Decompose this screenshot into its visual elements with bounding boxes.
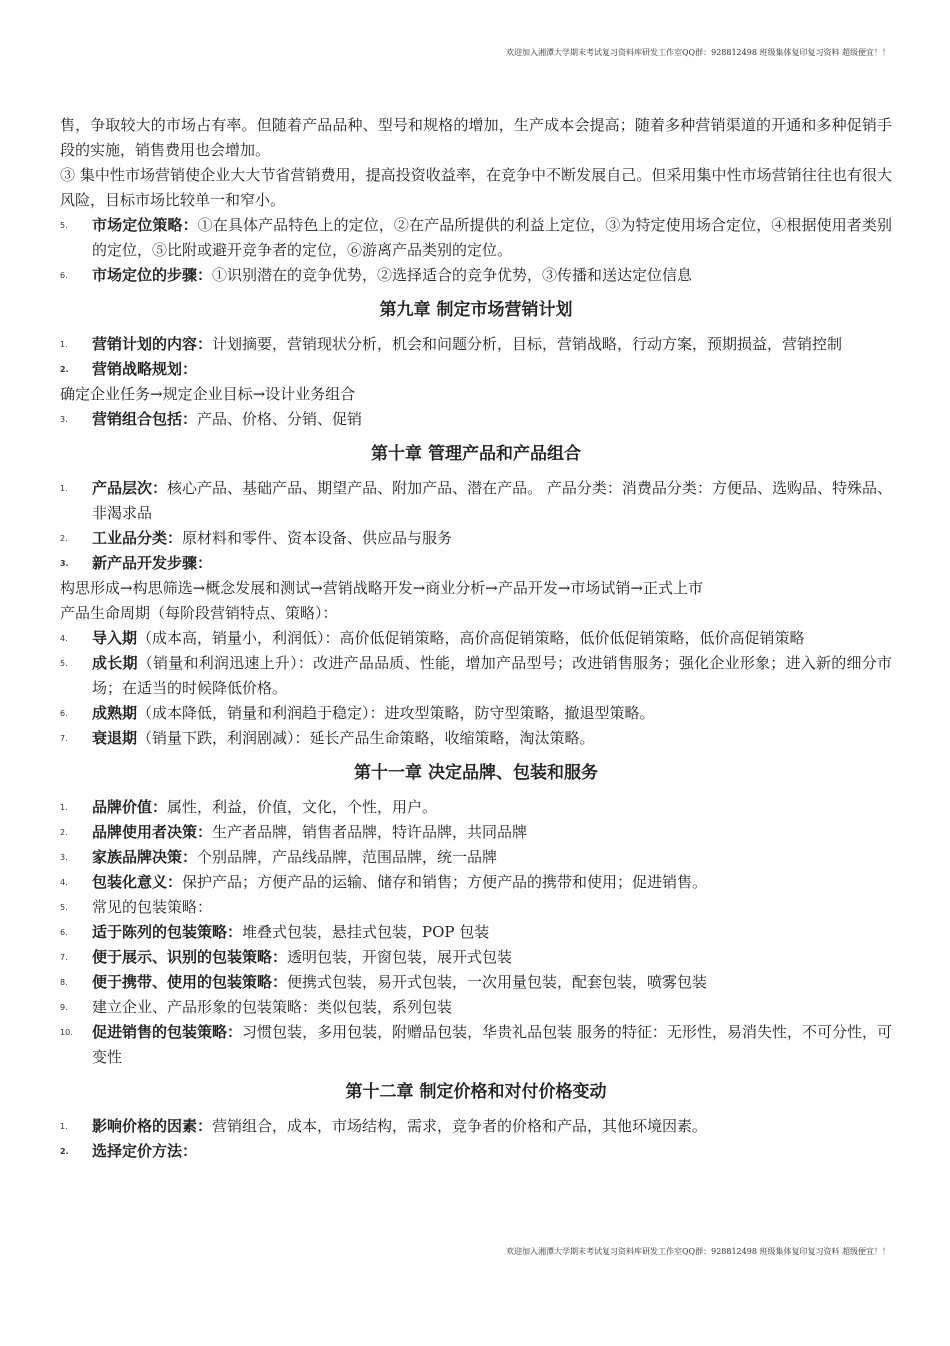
- flow-line: 确定企业任务→规定企业目标→设计业务组合: [60, 385, 356, 403]
- list-item: [60, 332, 892, 357]
- item-text: （销量和利润迅速上升）：改进产品品质、性能，增加产品型号；改进销售服务；强化企业形象；进入新的细分市场；在适当的时候降低价格。: [92, 654, 892, 697]
- list-number: 9.: [60, 1003, 68, 1012]
- list-number: 5.: [60, 903, 68, 912]
- list-number: 6.: [60, 271, 68, 280]
- chapter-title: 第十一章 决定品牌、包装和服务: [354, 763, 598, 783]
- flow-line: 构思形成→构思筛选→概念发展和测试→营销战略开发→商业分析→产品开发→市场试销→正式上市: [60, 579, 703, 597]
- list-number: 3.: [60, 853, 68, 862]
- item-text: 便携式包装，易开式包装，一次用量包装，配套包装，喷雾包装: [287, 973, 708, 991]
- list-item: [60, 920, 892, 945]
- item-heading: 便于携带、使用的包装策略：: [92, 973, 288, 991]
- paragraph: 售，争取较大的市场占有率。但随着产品品种、型号和规格的增加，生产成本会提高；随着多种营销渠道的开通和多种促销手段的实施，销售费用也会增加。: [60, 116, 892, 159]
- list-item: [60, 845, 892, 870]
- item-text: 营销组合，成本，市场结构，需求，竞争者的价格和产品，其他环境因素。: [212, 1117, 708, 1135]
- item-heading: 品牌使用者决策：: [92, 823, 213, 841]
- item-heading: 品牌价值：: [92, 798, 168, 816]
- item-text: ①识别潜在的竞争优势，②选择适合的竞争优势，③传播和送达定位信息: [212, 266, 693, 284]
- item-text: 习惯包装，多用包装，附赠品包装，华贵礼品包装 服务的特征：无形性，易消失性，不可分性，可变性: [92, 1023, 892, 1066]
- chapter-title: 第十二章 制定价格和对付价格变动: [345, 1082, 607, 1102]
- list-item: [60, 995, 892, 1020]
- item-heading: 包装化意义：: [92, 873, 183, 891]
- list-item: [60, 651, 892, 701]
- item-heading: 市场定位的步骤：: [92, 266, 213, 284]
- item-text: 原材料和零件、资本设备、供应品与服务: [182, 529, 453, 547]
- list-number: 7.: [60, 953, 68, 962]
- item-text: 计划摘要，营销现状分析，机会和问题分析，目标，营销战略，行动方案，预期损益，营销控制: [212, 335, 843, 353]
- item-heading: 成长期: [92, 654, 138, 672]
- list-item: [60, 945, 892, 970]
- item-text: （成本降低，销量和利润趋于稳定）：进攻型策略，防守型策略，撤退型策略。: [137, 704, 655, 722]
- item-heading: 营销计划的内容：: [92, 335, 213, 353]
- list-number: 2.: [60, 1147, 69, 1156]
- item-text: 生产者品牌，销售者品牌，特许品牌，共同品牌: [212, 823, 528, 841]
- paragraph: ③ 集中性市场营销使企业大大节省营销费用，提高投资收益率，在竞争中不断发展自己。但采用集中性市场营销往往也有很大风险，目标市场比较单一和窄小。: [60, 166, 892, 209]
- list-number: 1.: [60, 1122, 68, 1131]
- item-heading: 工业品分类：: [92, 529, 183, 547]
- item-heading: 成熟期: [92, 704, 138, 722]
- list-number: 2.: [60, 365, 69, 374]
- item-text: 常见的包装策略：: [92, 898, 213, 916]
- list-item: [60, 820, 892, 845]
- list-item: [60, 795, 892, 820]
- item-heading: 新产品开发步骤：: [92, 554, 213, 572]
- list-number: 2.: [60, 534, 68, 543]
- list-number: 10.: [60, 1028, 73, 1037]
- list-item: [60, 626, 892, 651]
- list-item: [60, 895, 892, 920]
- list-item: [60, 357, 892, 382]
- item-heading: 衰退期: [92, 729, 138, 747]
- item-text: 保护产品；方便产品的运输、储存和销售；方便产品的携带和使用；促进销售。: [182, 873, 708, 891]
- item-text: 建立企业、产品形象的包装策略：类似包装，系列包装: [92, 998, 453, 1016]
- list-item: [60, 551, 892, 576]
- list-number: 1.: [60, 340, 68, 349]
- list-item: [60, 407, 892, 432]
- list-number: 8.: [60, 978, 68, 987]
- list-number: 6.: [60, 709, 68, 718]
- chapter-title: 第九章 制定市场营销计划: [379, 300, 573, 320]
- list-item: [60, 870, 892, 895]
- list-number: 3.: [60, 415, 68, 424]
- item-text: 透明包装，开窗包装，展开式包装: [287, 948, 513, 966]
- list-number: 3.: [60, 559, 69, 568]
- item-text: （销量下跌，利润剧减）：延长产品生命策略，收缩策略，淘汰策略。: [137, 729, 595, 747]
- list-number: 7.: [60, 734, 68, 743]
- page-footer: 欢迎加入湘潭大学期末考试复习资料库研发工作室QQ群：928812498 班级集体复印复习资料 超级便宜！！: [505, 1247, 890, 1256]
- list-item: [60, 476, 892, 526]
- item-heading: 导入期: [92, 629, 138, 647]
- page-header: 欢迎加入湘潭大学期末考试复习资料库研发工作室QQ群：928812498 班级集体复印复习资料 超级便宜！！: [505, 48, 890, 57]
- item-heading: 家族品牌决策：: [92, 848, 198, 866]
- list-item: [60, 970, 892, 995]
- list-number: 1.: [60, 803, 68, 812]
- item-heading: 适于陈列的包装策略：: [92, 923, 243, 941]
- list-item: [60, 213, 892, 263]
- list-number: 1.: [60, 484, 68, 493]
- list-number: 4.: [60, 634, 68, 643]
- chapter-title: 第十章 管理产品和产品组合: [371, 444, 581, 464]
- item-heading: 市场定位策略：: [92, 216, 198, 234]
- list-item: [60, 526, 892, 551]
- item-text: （成本高，销量小，利润低）：高价低促销策略，高价高促销策略，低价低促销策略，低价高促销策略: [137, 629, 805, 647]
- item-text: 属性，利益，价值，文化，个性，用户。: [167, 798, 438, 816]
- document-body: [60, 113, 892, 1164]
- list-item: [60, 263, 892, 288]
- list-number: 4.: [60, 878, 68, 887]
- item-heading: 营销组合包括：: [92, 410, 198, 428]
- list-item: [60, 1114, 892, 1139]
- item-heading: 便于展示、识别的包装策略：: [92, 948, 288, 966]
- list-item: [60, 726, 892, 751]
- list-item: [60, 701, 892, 726]
- paragraph: 产品生命周期（每阶段营销特点、策略）：: [60, 604, 338, 622]
- item-heading: 影响价格的因素：: [92, 1117, 213, 1135]
- item-text: 产品、价格、分销、促销: [197, 410, 363, 428]
- item-heading: 产品层次：: [92, 479, 168, 497]
- item-text: 个别品牌，产品线品牌，范围品牌，统一品牌: [197, 848, 498, 866]
- item-heading: 选择定价方法：: [92, 1142, 198, 1160]
- list-number: 6.: [60, 928, 68, 937]
- list-number: 5.: [60, 659, 68, 668]
- list-number: 5.: [60, 221, 68, 230]
- item-text: 核心产品、基础产品、期望产品、附加产品、潜在产品。 产品分类：消费品分类：方便品、选购品、特殊品、非渴求品: [92, 479, 892, 522]
- list-item: [60, 1139, 892, 1164]
- item-heading: 促进销售的包装策略：: [92, 1023, 243, 1041]
- item-heading: 营销战略规划：: [92, 360, 198, 378]
- list-number: 2.: [60, 828, 68, 837]
- item-text: ①在具体产品特色上的定位，②在产品所提供的利益上定位，③为特定使用场合定位，④根据使用者类别的定位，⑤比附或避开竞争者的定位，⑥游离产品类别的定位。: [92, 216, 892, 259]
- list-item: [60, 1020, 892, 1070]
- item-text: 堆叠式包装，悬挂式包装，POP 包装: [242, 923, 490, 941]
